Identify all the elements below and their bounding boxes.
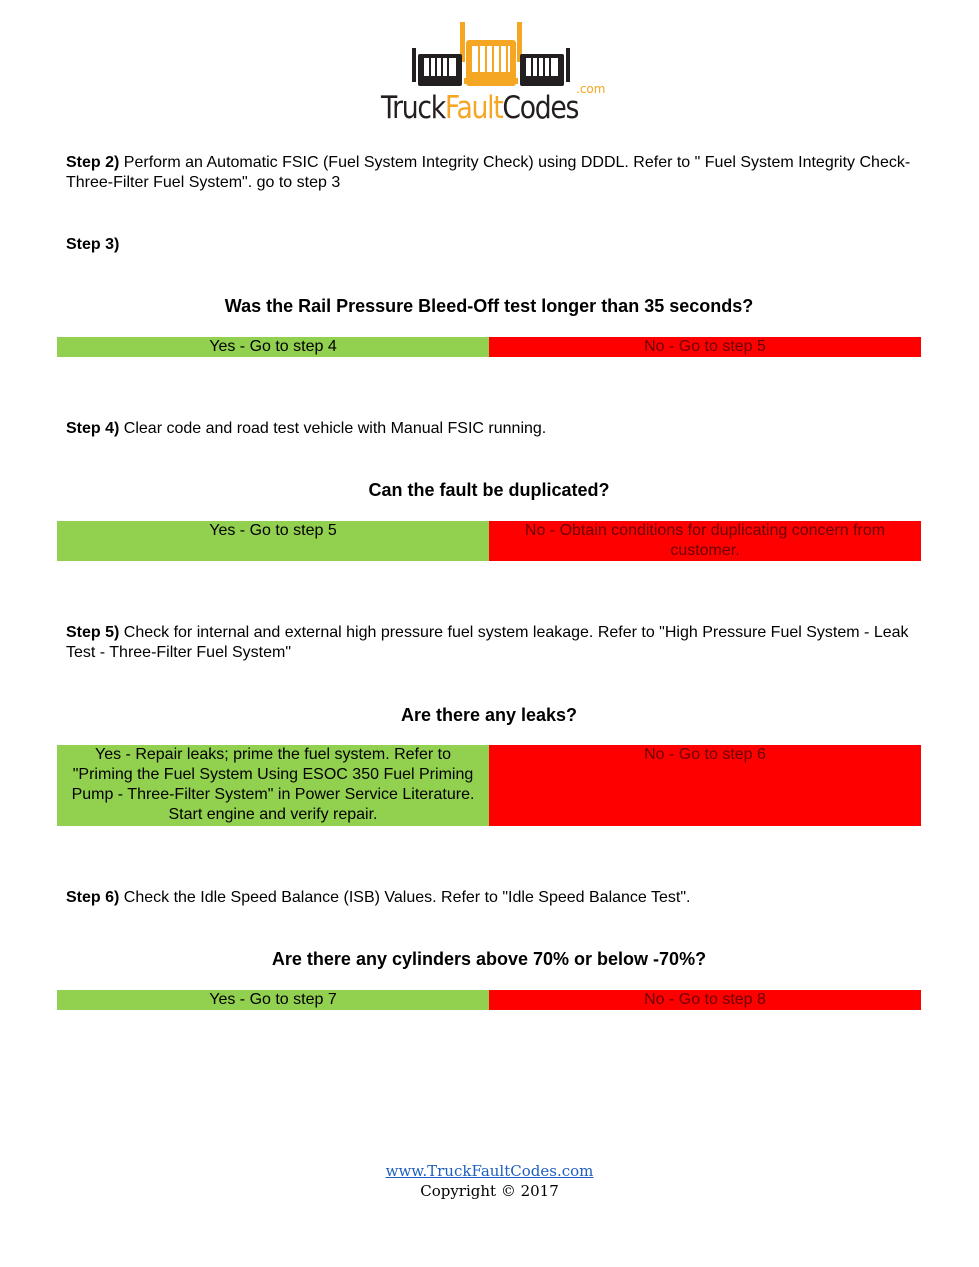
- copyright: Copyright © 2017: [420, 1182, 559, 1200]
- answer-row-4: [57, 990, 921, 1010]
- logo-text-fault: Fault: [444, 90, 503, 126]
- step-label: Step 2): [66, 154, 120, 171]
- site-logo: [378, 18, 604, 130]
- logo-wordmark: [381, 90, 578, 126]
- answer-yes: Yes - Repair leaks; prime the fuel system. Refer to "Priming the Fuel System Using ESOC 350 Fuel Priming Pump - Three-Filter System" in Power Service Literature. Start engine and verify repair.: [57, 745, 489, 826]
- step-4: [66, 419, 916, 439]
- step-6: [66, 888, 916, 908]
- step-text: Check the Idle Speed Balance (ISB) Values. Refer to "Idle Speed Balance Test".: [119, 889, 691, 906]
- footer-link[interactable]: www.TruckFaultCodes.com: [385, 1162, 594, 1180]
- answer-no: No - Go to step 5: [489, 337, 921, 357]
- question-4: Are there any cylinders above 70% or below -70%?: [271, 949, 707, 969]
- question-3: Are there any leaks?: [400, 705, 578, 725]
- answer-yes: Yes - Go to step 7: [57, 990, 489, 1010]
- step-text: Check for internal and external high pressure fuel system leakage. Refer to "High Pressure Fuel System - Leak Test - Three-Filter Fuel System": [66, 624, 909, 661]
- answer-row-3: [57, 745, 921, 826]
- logo-text-codes: Codes: [502, 90, 579, 126]
- answer-row-1: [57, 337, 921, 357]
- answer-no: No - Go to step 6: [489, 745, 921, 826]
- step-text: Perform an Automatic FSIC (Fuel System Integrity Check) using DDDL. Refer to " Fuel System Integrity Check-Three-Filter Fuel System". go to step 3: [66, 154, 911, 191]
- answer-yes: Yes - Go to step 4: [57, 337, 489, 357]
- answer-no: No - Go to step 8: [489, 990, 921, 1010]
- logo-com: .com: [576, 82, 606, 96]
- step-label: Step 5): [66, 624, 120, 641]
- step-5: [66, 623, 916, 663]
- step-label: Step 4): [66, 420, 120, 437]
- step-2: [66, 153, 916, 193]
- answer-row-2: [57, 521, 921, 561]
- answer-yes: Yes - Go to step 5: [57, 521, 489, 561]
- step-label: Step 3): [66, 236, 120, 253]
- step-label: Step 6): [66, 889, 120, 906]
- logo-text-truck: Truck: [381, 90, 445, 126]
- footer: [0, 1161, 979, 1201]
- step-text: Clear code and road test vehicle with Manual FSIC running.: [119, 420, 547, 437]
- question-1: Was the Rail Pressure Bleed-Off test longer than 35 seconds?: [224, 296, 754, 316]
- question-2: Can the fault be duplicated?: [368, 480, 610, 500]
- step-3: [66, 235, 916, 255]
- truck-grille-icon: [378, 18, 604, 92]
- answer-no: No - Obtain conditions for duplicating concern from customer.: [489, 521, 921, 561]
